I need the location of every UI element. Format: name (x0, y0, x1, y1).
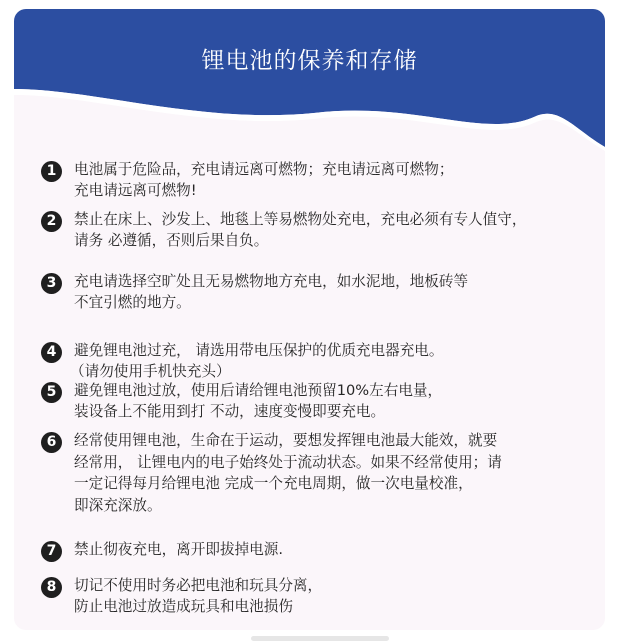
item-line: 禁止彻夜充电，离开即拔掉电源. (74, 541, 283, 558)
item-line: 切记不使用时务必把电池和玩具分离， (74, 577, 323, 594)
list-item (44, 159, 594, 201)
list-item (44, 209, 594, 251)
number-badge: 3 (41, 273, 62, 294)
item-line: 经常用， 让锂电内的电子始终处于流动状态。如果不经常使用；请 (74, 453, 502, 471)
number-badge: 8 (41, 577, 62, 598)
item-line: 禁止在床上、沙发上、地毯上等易燃物处充电，充电必须有专人值守， (74, 211, 527, 228)
number-badge: 6 (41, 432, 62, 453)
list-item (44, 340, 594, 382)
page-title: 锂电池的保养和存储 (201, 48, 418, 74)
list-item (44, 430, 594, 516)
number-badge: 4 (41, 342, 62, 363)
list-item (44, 271, 594, 313)
item-line: 避免锂电池过放，使用后请给锂电池预留10%左右电量， (74, 382, 443, 399)
item-line: 充电请选择空旷处且无易燃物地方充电，如水泥地，地板砖等 (74, 273, 469, 290)
item-line: 即深充深放。 (74, 496, 162, 514)
item-line: 电池属于危险品，充电请远离可燃物；充电请远离可燃物； (74, 161, 454, 178)
item-line: 经常使用锂电池，生命在于运动，要想发挥锂电池最大能效，就要 (74, 432, 498, 449)
item-line: （请勿使用手机快充头） (70, 363, 231, 380)
scroll-indicator (251, 636, 389, 641)
number-badge: 1 (41, 161, 62, 182)
header-banner (14, 9, 605, 159)
item-line: 防止电池过放造成玩具和电池损伤 (74, 598, 293, 615)
number-badge: 2 (41, 211, 62, 232)
item-line: 充电请远离可燃物! (74, 182, 197, 199)
item-line: 避免锂电池过充， 请选用带电压保护的优质充电器充电。 (74, 342, 444, 359)
item-line: 一定记得每月给锂电池 完成一个充电周期，做一次电量校准， (74, 475, 473, 492)
number-badge: 5 (41, 382, 62, 403)
item-line: 请务 必遵循，否则后果自负。 (74, 232, 269, 249)
list-item (44, 575, 594, 617)
list-item (44, 380, 594, 422)
item-line: 装设备上不能用到打 不动，速度变慢即要充电。 (74, 403, 386, 420)
info-card (14, 9, 605, 630)
list-item (44, 539, 594, 560)
item-line: 不宜引燃的地方。 (74, 294, 191, 311)
number-badge: 7 (41, 541, 62, 562)
